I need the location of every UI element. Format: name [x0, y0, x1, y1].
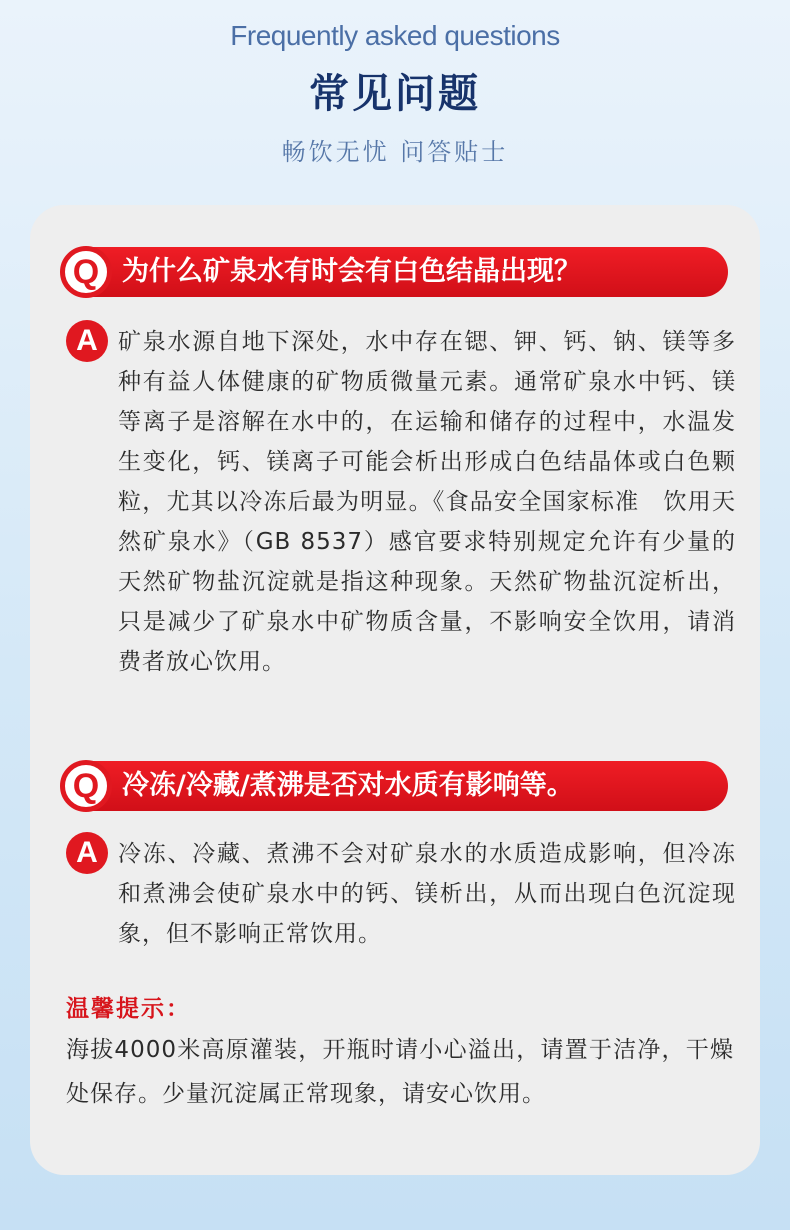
tip-text: 海拔4000米高原灌装，开瓶时请小心溢出，请置于洁净，干燥处保存。少量沉淀属正常现象，请安心饮用。 — [66, 1037, 734, 1107]
question-bar-1: 为什么矿泉水有时会有白色结晶出现？ — [64, 247, 728, 297]
question-bar-2: 冷冻/冷藏/煮沸是否对水质有影响等。 — [64, 761, 728, 811]
header-title-en: Frequently asked questions — [230, 20, 560, 51]
page-title: 常见问题 — [309, 71, 481, 117]
header-subtitle: 畅饮无忧 问答贴士 — [281, 138, 509, 166]
answer-text-1: 矿泉水源自地下深处，水中存在锶、钾、钙、钠、镁等多种有益人体健康的矿物质微量元素。通常矿泉水中钙、镁等离子是溶解在水中的，在运输和储存的过程中，水温发生变化，钙、镁离子可能会析出形成白色结晶体或白色颗粒，尤其以冷冻后最为明显。《食品安全国家标准 饮用天然矿泉水》（GB 8537）感官要求特别规定允许有少量的天然矿物盐沉淀就是指这种现象。天然矿物盐沉淀析出，只是减少了矿泉水中矿物质含量，不影响安全饮用，请消费者放心饮用。 — [118, 329, 736, 675]
question-badge-2: Q — [60, 760, 112, 812]
question-badge-1: Q — [60, 246, 112, 298]
tip-title: 温馨提示： — [66, 996, 191, 1022]
answer-badge-1: A — [66, 320, 108, 362]
answer-badge-2: A — [66, 832, 108, 874]
answer-text-2: 冷冻、冷藏、煮沸不会对矿泉水的水质造成影响，但冷冻和煮沸会使矿泉水中的钙、镁析出，从而出现白色沉淀现象，但不影响正常饮用。 — [118, 841, 736, 947]
